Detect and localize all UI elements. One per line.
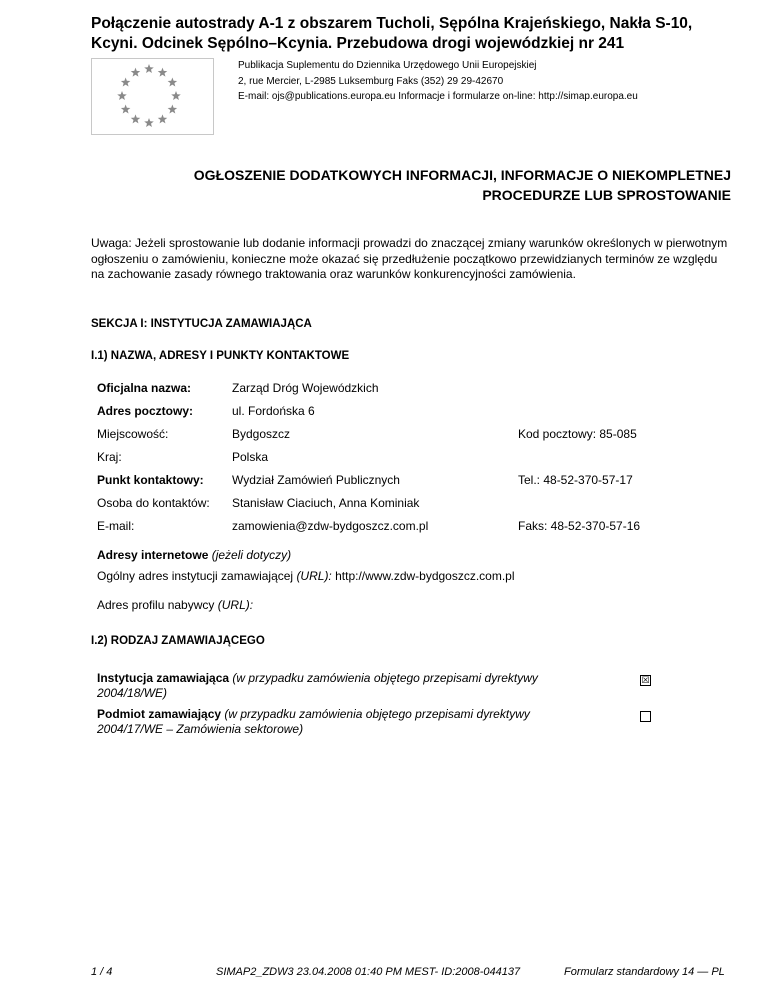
publisher-info [238, 58, 638, 105]
star-icon [131, 68, 141, 77]
contracting-entity-checkbox[interactable] [640, 711, 651, 722]
fax-number: Faks: 48-52-370-57-16 [518, 519, 641, 533]
subsection-title-2: I.2) RODZAJ ZAMAWIAJĄCEGO [91, 635, 265, 647]
contracting-entity-label: Podmiot zamawiający [97, 707, 222, 721]
star-icon [158, 68, 168, 77]
contracting-type-checkbox[interactable]: ☒ [641, 675, 650, 685]
contracting-entity-note2: 2004/17/WE – Zamówienia sektorowe) [97, 722, 304, 736]
form-heading-line2: PROCEDURZE LUB SPROSTOWANIE [482, 187, 731, 203]
email-label: E-mail: [97, 519, 135, 533]
general-address-note: (URL): [296, 569, 332, 583]
star-icon [144, 118, 154, 127]
star-icon [168, 105, 178, 114]
contracting-type-row [97, 671, 597, 701]
internet-addresses-note: (jeżeli dotyczy) [211, 548, 292, 562]
phone-number: Tel.: 48-52-370-57-17 [518, 473, 633, 487]
general-address-row [97, 569, 515, 583]
star-icon [168, 78, 178, 87]
document-title: Połączenie autostrady A-1 z obszarem Tucholi, Sępólna Krajeńskiego, Nakła S-10, Kcyni. Odcinek Sępólno–Kcynia. Przebudowa drogi wojewódzkiej nr 241 [91, 15, 693, 52]
buyer-profile-row [97, 598, 253, 612]
publisher-contact: E-mail: ojs@publications.europa.eu Informacje i formularze on-line: http://simap.europa.eu [238, 91, 638, 102]
internet-addresses-title: Adresy internetowe [97, 548, 209, 562]
star-icon [144, 64, 154, 73]
form-name: Formularz standardowy 14 — PL [564, 966, 725, 978]
contact-point-label: Punkt kontaktowy: [97, 473, 204, 487]
star-icon [158, 114, 168, 123]
publisher-line: Publikacja Suplementu do Dziennika Urzędowego Unii Europejskiej [238, 60, 537, 71]
document-id: SIMAP2_ZDW3 23.04.2008 01:40 PM MEST- ID:2008-044137 [216, 966, 521, 978]
official-name-value: Zarząd Dróg Wojewódzkich [232, 381, 379, 395]
star-icon [121, 105, 131, 114]
buyer-profile-label: Adres profilu nabywcy [97, 598, 215, 612]
contracting-type-note2: 2004/18/WE) [97, 686, 168, 700]
country-label: Kraj: [97, 450, 122, 464]
star-icon [117, 91, 127, 100]
page-number: 1 / 4 [91, 966, 113, 978]
official-name-label: Oficjalna nazwa: [97, 381, 192, 395]
general-address-url[interactable]: http://www.zdw-bydgoszcz.com.pl [335, 569, 515, 583]
eu-flag-logo [91, 58, 214, 135]
contracting-type-label: Instytucja zamawiająca [97, 671, 230, 685]
email-value[interactable]: zamowienia@zdw-bydgoszcz.com.pl [232, 519, 429, 533]
subsection-title: I.1) NAZWA, ADRESY I PUNKTY KONTAKTOWE [91, 350, 350, 362]
city-label: Miejscowość: [97, 427, 169, 441]
star-icon [121, 78, 131, 87]
contact-point-value: Wydział Zamówień Publicznych [232, 473, 400, 487]
star-icon [131, 114, 141, 123]
postal-address-value: ul. Fordońska 6 [232, 404, 315, 418]
contracting-entity-row [97, 707, 597, 737]
section-title: SEKCJA I: INSTYTUCJA ZAMAWIAJĄCA [91, 318, 312, 330]
star-icon [171, 91, 181, 100]
contact-person-label: Osoba do kontaktów: [97, 496, 210, 510]
publisher-address: 2, rue Mercier, L-2985 Luksemburg Faks (352) 29 29-42670 [238, 75, 504, 87]
general-address-label: Ogólny adres instytucji zamawiającej [97, 569, 294, 583]
contracting-type-note: (w przypadku zamówienia objętego przepisami dyrektywy [232, 671, 538, 685]
postal-code: Kod pocztowy: 85-085 [518, 427, 637, 441]
form-heading [91, 165, 731, 205]
contracting-entity-note: (w przypadku zamówienia objętego przepisami dyrektywy [224, 707, 530, 721]
city-value: Bydgoszcz [232, 427, 291, 441]
internet-addresses-heading [97, 548, 291, 562]
contact-person-value: Stanisław Ciaciuch, Anna Kominiak [232, 496, 420, 510]
form-heading-line1: OGŁOSZENIE DODATKOWYCH INFORMACJI, INFORMACJE O NIEKOMPLETNEJ [193, 167, 731, 183]
country-value: Polska [232, 450, 269, 464]
postal-address-label: Adres pocztowy: [97, 404, 194, 418]
buyer-profile-note: (URL): [217, 598, 254, 612]
notice-text: Uwaga: Jeżeli sprostowanie lub dodanie informacji prowadzi do znaczącej zmiany warunków określonych w pierwotnym ogłoszeniu o zamówieniu, konieczne może okazać się przedłużenie początkowo przewidzianych terminów ze względu na zachowanie zasady równego traktowania oraz warunków konkurencyjności zamówienia. [91, 236, 728, 281]
